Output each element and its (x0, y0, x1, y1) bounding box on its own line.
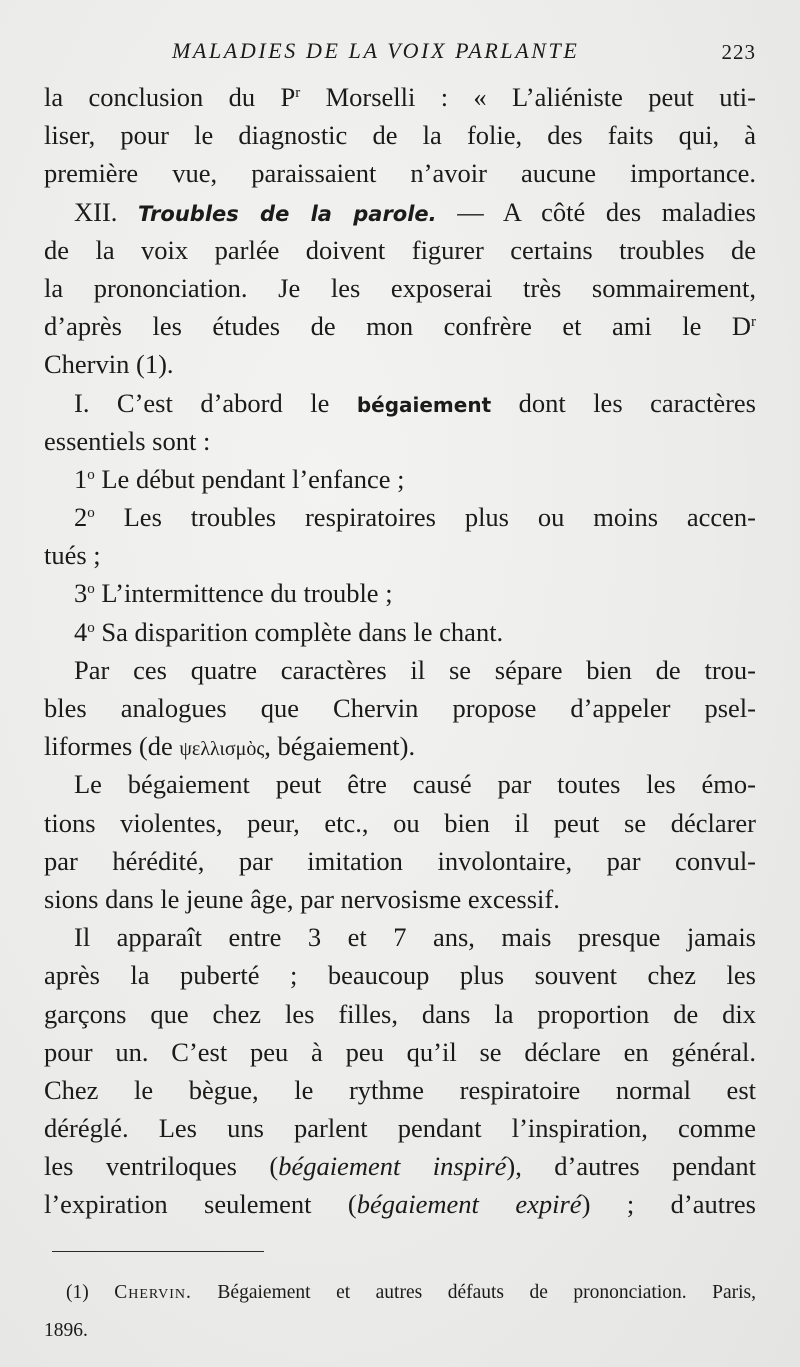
text-line: tions violentes, peur, etc., ou bien il peut se déclarer (44, 807, 756, 838)
list-item (44, 613, 756, 651)
text-line (44, 1185, 756, 1223)
text-run: la conclusion du P (44, 82, 296, 112)
text-run: l’expiration seulement ( (44, 1189, 357, 1220)
list-number: 4 (74, 616, 88, 647)
text-line: par hérédité, par imitation involontaire, par convul- (44, 845, 756, 876)
text-run: Les troubles respiratoires plus ou moins accen- (94, 502, 756, 533)
running-title: MALADIES DE LA VOIX PARLANTE (172, 38, 580, 63)
superscript: r (751, 314, 756, 331)
italic-term: bégaiement inspiré (278, 1151, 507, 1182)
text-line: la prononciation. Je les exposerai très sommairement, (44, 272, 756, 303)
text-run: liformes (de (44, 731, 180, 762)
text-run: Le début pendant l’enfance ; (94, 463, 405, 494)
list-item (44, 498, 756, 536)
text-line: Le bégaiement peut être causé par toutes les émo- (74, 769, 756, 800)
list-item (44, 574, 756, 612)
italic-term: bégaiement expiré (356, 1189, 582, 1220)
superscript: o (87, 619, 95, 636)
text-line (44, 78, 756, 116)
text-line (44, 307, 756, 345)
text-line: première vue, paraissaient n’avoir aucune importance. (44, 158, 756, 189)
text-line: garçons que chez les filles, dans la proportion de dix (44, 998, 756, 1029)
section-title: Troubles de la parole. (138, 201, 437, 226)
superscript: o (87, 466, 95, 483)
text-line: pour un. C’est peu à peu qu’il se déclare en général. (44, 1036, 756, 1067)
list-number: 1 (74, 463, 88, 494)
text-run: Bégaiement et autres défauts de prononciation. Paris, (191, 1282, 756, 1303)
text-line: Chez le bègue, le rythme respiratoire normal est (44, 1074, 756, 1105)
text-run: ) ; d’autres (581, 1189, 756, 1220)
text-run: Morselli : « L’aliéniste peut uti- (300, 82, 756, 112)
text-line: essentiels sont : (44, 425, 211, 456)
superscript: o (87, 581, 95, 598)
text-line (44, 727, 756, 765)
text-line: tués ; (44, 540, 101, 571)
greek-word: ψελλισμὸς (179, 738, 265, 761)
text-line: Chervin (1). (44, 349, 174, 380)
text-run: d’après les études de mon confrère et ami le D (44, 311, 751, 342)
text-line: de la voix parlée doivent figurer certains troubles de (44, 234, 756, 265)
footnote-line (44, 1278, 756, 1316)
text-run: Sa disparition complète dans le chant. (94, 616, 504, 647)
text-run: L’intermittence du trouble ; (94, 578, 393, 609)
text-run: , bégaiement). (264, 731, 416, 762)
text-line: Il apparaît entre 3 et 7 ans, mais presque jamais (74, 922, 756, 953)
list-number: 2 (74, 502, 88, 533)
text-run: les ventriloques ( (44, 1151, 279, 1182)
text-line: Par ces quatre caractères il se sépare bien de trou- (74, 654, 756, 685)
text-line: sions dans le jeune âge, par nervosisme excessif. (44, 883, 560, 914)
section-number: XII. (74, 196, 118, 227)
footnote-author: Chervin. (114, 1282, 192, 1303)
text-run: dont les caractères (491, 387, 756, 418)
text-line (44, 1147, 756, 1185)
footnote-line: 1896. (44, 1320, 88, 1342)
superscript: o (87, 505, 95, 522)
text-line: bles analogues que Chervin propose d’appeler psel- (44, 693, 756, 723)
text-run: ), d’autres pendant (506, 1151, 757, 1182)
text-run: — A côté des maladies (436, 196, 756, 227)
page-number: 223 (721, 40, 756, 64)
footnote (44, 1278, 756, 1346)
footnote-rule (52, 1251, 264, 1252)
superscript: r (295, 85, 301, 101)
main-text (44, 78, 756, 1224)
text-line: après la puberté ; beaucoup plus souvent chez les (44, 960, 756, 991)
list-number: 3 (74, 578, 88, 609)
text-run: I. C’est d’abord le (74, 387, 357, 418)
text-line: liser, pour le diagnostic de la folie, des faits qui, à (44, 120, 756, 151)
list-item (44, 460, 756, 498)
text-line: déréglé. Les uns parlent pendant l’inspiration, comme (44, 1113, 756, 1144)
text-line (44, 384, 756, 422)
bold-term: bégaiement (356, 392, 492, 417)
footnote-marker: (1) (66, 1282, 89, 1303)
section-heading-line (44, 193, 756, 231)
